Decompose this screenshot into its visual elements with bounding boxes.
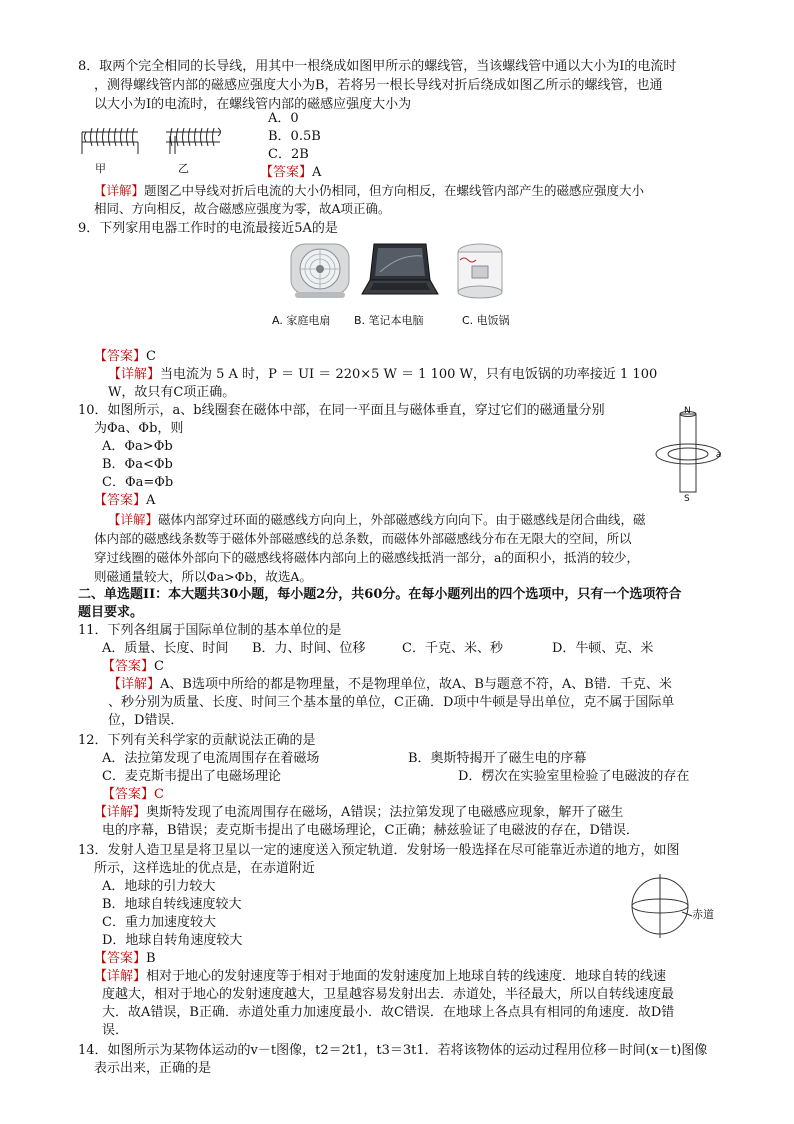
q10-answer xyxy=(94,492,155,510)
q13-option-a: A．地球的引力较大 xyxy=(102,879,216,894)
q13-option-d: D．地球自转角速度较大 xyxy=(102,933,243,948)
section2-heading-line2: 题目要求。 xyxy=(78,605,144,620)
q13-answer xyxy=(94,950,156,968)
q10-detail-text1: 磁体内部穿过环面的磁感线方向向上，外部磁感线方向向下。由于磁感线是闭合曲线，磁 xyxy=(158,512,646,527)
q9-laptop-image xyxy=(360,242,440,300)
q13-answer-tag: 【答案】 xyxy=(94,951,147,966)
q10-figure-s: S xyxy=(684,494,690,504)
q8-figure-label-yi: 乙 xyxy=(178,162,189,175)
q13-detail-line1 xyxy=(94,968,666,986)
q11-answer-value: C xyxy=(154,659,164,674)
q13-detail-line2: 度越大，相对于地心的发射速度越大，卫星越容易发射出去．赤道处，半径最大，所以自转线速度最 xyxy=(102,987,675,1002)
q9-detail-line1 xyxy=(108,366,657,384)
q13-answer-value: B xyxy=(146,951,156,966)
q11-stem: 11．下列各组属于国际单位制的基本单位的是 xyxy=(78,623,342,638)
q13-stem-line2: 所示，这样选址的优点是，在赤道附近 xyxy=(94,861,316,876)
q12-option-d: D．楞次在实验室里检验了电磁波的存在 xyxy=(458,769,690,784)
q10-detail-line2: 体内部的磁感线条数等于磁体外部磁感线的总条数，而磁体外部磁感线分布在无限大的空间，所以 xyxy=(94,531,632,546)
q8-option-a: A．0 xyxy=(268,111,299,126)
q10-detail-tag: 【详解】 xyxy=(108,512,159,527)
q10-option-c: C．Φa=Φb xyxy=(102,475,174,490)
q10-detail-line3: 穿过线圈的磁体外部向下的磁感线将磁体内部向上的磁感线抵消一部分，a的面积小，抵消的较少， xyxy=(94,550,639,565)
q8-detail-line2: 相同、方向相反，故合磁感应强度为零，故A项正确。 xyxy=(94,201,391,216)
q11-option-c: C．千克、米、秒 xyxy=(402,641,503,656)
q10-figure-n: N xyxy=(684,406,691,416)
q12-option-a: A．法拉第发现了电流周围存在着磁场 xyxy=(102,751,320,766)
q8-option-c: C．2B xyxy=(268,147,309,162)
q11-detail-line2: 、秒分别为质量、长度、时间三个基本量的单位，C正确．D项中牛顿是导出单位，克不属于国际单 xyxy=(108,695,675,710)
q11-answer xyxy=(102,658,164,676)
q12-detail-text1: 奥斯特发现了电流周围存在磁场，A错误；法拉第发现了电磁感应现象，解开了磁生 xyxy=(146,805,624,820)
q8-stem-line3: 以大小为I的电流时，在螺线管内部的磁感应强度大小为 xyxy=(94,97,412,112)
q11-option-a: A．质量、长度、时间 xyxy=(102,641,229,656)
q12-answer xyxy=(102,786,164,804)
q10-detail-line4: 则磁通量较大，所以Φa>Φb，故选A。 xyxy=(94,569,312,584)
q9-answer-tag: 【答案】 xyxy=(94,349,147,364)
q13-detail-line3: 大．故A错误，B正确．赤道处重力加速度最小．故C错误．在地球上各点具有相同的角速度．故D错 xyxy=(102,1005,675,1020)
q12-detail-line1 xyxy=(94,804,623,822)
q14-stem-line1: 14．如图所示为某物体运动的v－t图像，t2＝2t1，t3＝3t1．若将该物体的运动过程用位移－时间(x－t)图像 xyxy=(78,1043,708,1058)
q10-figure-a: a xyxy=(716,450,722,460)
q12-detail-tag: 【详解】 xyxy=(94,805,147,820)
q12-option-c: C．麦克斯韦提出了电磁场理论 xyxy=(102,769,281,784)
q10-stem-line2: 为Φa、Φb，则 xyxy=(94,421,184,436)
q8-detail-tag: 【详解】 xyxy=(94,183,145,198)
q13-detail-text1: 相对于地心的发射速度等于相对于地面的发射速度加上地球自转的线速度．地球自转的线速 xyxy=(146,969,667,984)
q8-detail-line1 xyxy=(94,182,644,200)
q12-answer-tag: 【答案】 xyxy=(102,787,155,802)
q9-fan-image xyxy=(285,240,355,302)
q8-answer-tag: 【答案】 xyxy=(260,165,313,180)
q13-stem-line1: 13．发射人造卫星是将卫星以一定的速度送入预定轨道．发射场一般选择在尽可能靠近赤道的地方，如图 xyxy=(78,843,680,858)
q10-option-b: B．Φa<Φb xyxy=(102,457,173,472)
q13-option-c: C．重力加速度较大 xyxy=(102,915,216,930)
q8-figure-label-jia: 甲 xyxy=(95,162,106,175)
q10-answer-value: A xyxy=(146,493,156,508)
q9-answer-value: C xyxy=(146,349,156,364)
q12-detail-line2: 电的序幕，B错误；麦克斯韦提出了电磁场理论，C正确；赫兹验证了电磁波的存在，D错误． xyxy=(102,823,639,838)
q10-answer-tag: 【答案】 xyxy=(94,493,147,508)
q9-rice-cooker-image xyxy=(450,240,510,302)
q11-answer-tag: 【答案】 xyxy=(102,659,155,674)
q12-option-b: B．奥斯特揭开了磁生电的序幕 xyxy=(408,751,587,766)
q9-detail-text1: 当电流为 5 A 时，P ＝ UI ＝ 220×5 W ＝ 1 100 W，只有电饭锅的功率接近 1 100 xyxy=(160,367,658,382)
q10-option-a: A．Φa>Φb xyxy=(102,439,173,454)
q11-detail-tag: 【详解】 xyxy=(108,677,161,692)
q9-detail-tag: 【详解】 xyxy=(108,367,161,382)
q13-figure-equator-label: 赤道 xyxy=(692,908,714,921)
q8-answer xyxy=(260,164,321,182)
q8-detail-text1: 题图乙中导线对折后电流的大小仍相同，但方向相反，在螺线管内部产生的磁感应强度大小 xyxy=(144,183,645,198)
q11-option-d: D．牛顿、克、米 xyxy=(552,641,654,656)
q9-answer xyxy=(94,348,156,366)
q8-answer-value: A xyxy=(312,165,322,180)
q9-caption-c: C. 电饭锅 xyxy=(462,314,510,327)
q12-stem: 12．下列有关科学家的贡献说法正确的是 xyxy=(78,733,316,748)
q10-detail-line1 xyxy=(108,511,646,529)
q11-option-b: B．力、时间、位移 xyxy=(252,641,366,656)
q12-answer-value: C xyxy=(154,787,164,802)
q9-stem: 9．下列家用电器工作时的电流最接近5A的是 xyxy=(78,221,338,236)
q13-detail-line4: 误． xyxy=(102,1023,129,1038)
q8-stem-line2: ，测得螺线管内部的磁感应强度大小为B，若将另一根长导线对折后绕成如图乙所示的螺线管，也通 xyxy=(94,78,663,93)
q10-stem-line1: 10．如图所示，a、b线圈套在磁体中部，在同一平面且与磁体垂直，穿过它们的磁通量分别 xyxy=(78,403,605,418)
q13-option-b: B．地球自转线速度较大 xyxy=(102,897,242,912)
q13-detail-tag: 【详解】 xyxy=(94,969,147,984)
section2-heading-line1: 二、单选题II：本大题共30小题，每小题2分，共60分。在每小题列出的四个选项中，只有一个选项符合 xyxy=(78,587,682,602)
q8-option-b: B．0.5B xyxy=(268,129,321,144)
q9-detail-line2: W，故只有C项正确。 xyxy=(108,385,236,400)
q8-stem-line1: 8．取两个完全相同的长导线，用其中一根绕成如图甲所示的螺线管，当该螺线管中通以大小为I的电流时 xyxy=(78,59,677,74)
q9-caption-a: A. 家庭电扇 xyxy=(272,314,331,327)
q11-detail-line3: 位，D错误． xyxy=(108,713,184,728)
q14-stem-line2: 表示出来，正确的是 xyxy=(94,1061,212,1076)
q11-detail-line1 xyxy=(108,676,672,694)
q11-detail-text1: A、B选项中所给的都是物理量，不是物理单位，故A、B与题意不符，A、B错．千克、米 xyxy=(160,677,672,692)
q9-caption-b: B. 笔记本电脑 xyxy=(354,314,424,327)
